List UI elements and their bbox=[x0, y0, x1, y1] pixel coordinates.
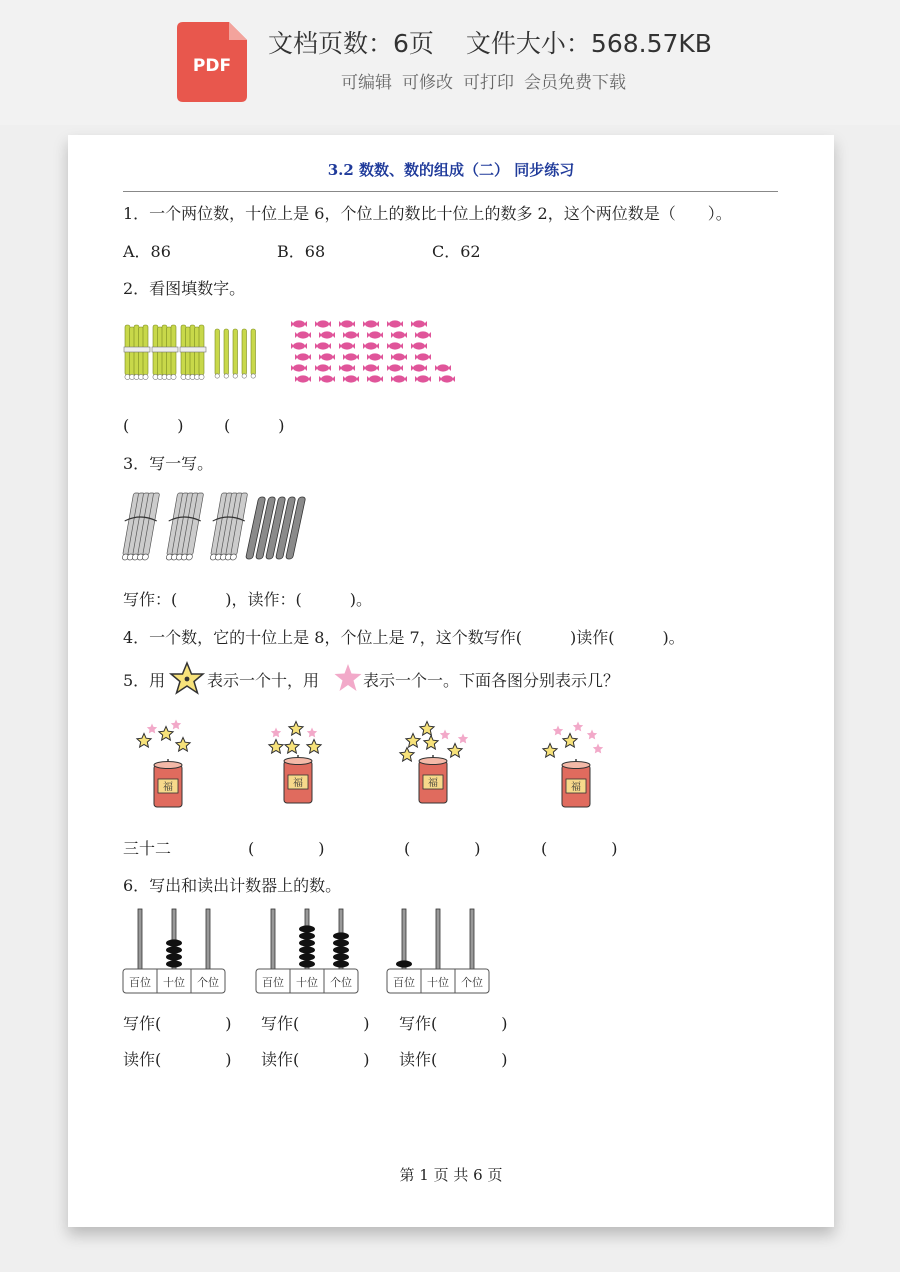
firecracker bbox=[154, 759, 182, 807]
abacus-1 bbox=[123, 907, 227, 995]
candies-image bbox=[283, 318, 448, 388]
stick-bundles-image bbox=[120, 491, 320, 566]
candy bbox=[363, 364, 379, 371]
question-3-stem: 3．写一写。 bbox=[123, 454, 214, 473]
abacus-bead bbox=[333, 946, 349, 953]
straw-bundles-image bbox=[125, 323, 265, 383]
question-3-answer-line: 写作：( )，读作：( )。 bbox=[123, 590, 372, 609]
candy bbox=[363, 342, 379, 349]
abacus-bead bbox=[299, 932, 315, 939]
abacus-bead bbox=[333, 953, 349, 960]
ten-star bbox=[424, 736, 438, 750]
candy bbox=[319, 353, 335, 360]
title-divider bbox=[123, 191, 778, 192]
abacus-bead bbox=[166, 939, 182, 946]
one-star-icon bbox=[333, 663, 363, 693]
question-5-stem-part2: 表示一个十，用 bbox=[207, 671, 320, 690]
question-1-option-b: B．68 bbox=[277, 242, 326, 261]
one-star bbox=[573, 722, 583, 732]
abacus-1-read: 读作( ) bbox=[123, 1050, 232, 1069]
ten-star bbox=[176, 738, 190, 752]
firecracker-image-4 bbox=[536, 721, 616, 811]
place-label: 十位 bbox=[163, 976, 185, 989]
candy bbox=[391, 353, 407, 360]
candy bbox=[363, 320, 379, 327]
abacus-3 bbox=[387, 907, 491, 995]
candy bbox=[291, 364, 307, 371]
one-star bbox=[171, 720, 181, 730]
candy bbox=[315, 320, 331, 327]
candy bbox=[339, 342, 355, 349]
candy bbox=[339, 364, 355, 371]
candy bbox=[415, 353, 431, 360]
candy bbox=[387, 364, 403, 371]
firecracker-image-3 bbox=[393, 717, 473, 812]
single-straw bbox=[251, 329, 256, 378]
candy bbox=[367, 331, 383, 338]
candy bbox=[411, 364, 427, 371]
candy bbox=[319, 375, 335, 382]
abacus-rod bbox=[138, 909, 142, 969]
abacus-rod bbox=[206, 909, 210, 969]
firecracker bbox=[562, 759, 590, 807]
file-size: 文件大小：568.57KB bbox=[465, 29, 712, 58]
ten-star bbox=[420, 722, 434, 736]
ten-star bbox=[307, 740, 321, 754]
stick-bundle bbox=[206, 493, 250, 560]
question-5-stem-part1: 5．用 bbox=[123, 671, 166, 690]
question-2-blank-candies: ( ) bbox=[224, 416, 285, 435]
abacus-bead bbox=[166, 946, 182, 953]
candy bbox=[319, 331, 335, 338]
straw-bundle bbox=[180, 325, 206, 380]
abacus-bead bbox=[299, 953, 315, 960]
abacus-3-read: 读作( ) bbox=[399, 1050, 508, 1069]
one-star bbox=[307, 728, 317, 738]
place-label: 个位 bbox=[197, 976, 219, 989]
straw-bundle bbox=[152, 325, 178, 380]
abacus-rod bbox=[402, 909, 406, 969]
candy bbox=[391, 375, 407, 382]
ten-star bbox=[285, 740, 299, 754]
place-label: 百位 bbox=[393, 976, 415, 989]
abacus-bead bbox=[396, 960, 412, 967]
candy bbox=[295, 375, 311, 382]
candy bbox=[291, 342, 307, 349]
stick-bundle bbox=[162, 493, 206, 560]
one-star bbox=[271, 728, 281, 738]
single-straw bbox=[242, 329, 247, 378]
abacus-bead bbox=[333, 939, 349, 946]
place-label: 百位 bbox=[262, 976, 284, 989]
candy bbox=[315, 364, 331, 371]
ten-star bbox=[289, 722, 303, 736]
question-6-stem: 6．写出和读出计数器上的数。 bbox=[123, 876, 342, 895]
candy bbox=[411, 320, 427, 327]
pdf-badge-label: PDF bbox=[192, 56, 232, 76]
abacus-bead bbox=[299, 939, 315, 946]
question-5-answer-3: ( ) bbox=[404, 839, 481, 858]
download-banner bbox=[0, 0, 900, 125]
abacus-2 bbox=[256, 907, 360, 995]
stick-bundle bbox=[118, 493, 162, 560]
one-star bbox=[458, 734, 468, 744]
one-star bbox=[553, 726, 563, 736]
candy bbox=[343, 353, 359, 360]
ten-star bbox=[406, 734, 420, 748]
abacus-bead bbox=[299, 960, 315, 967]
candy bbox=[291, 320, 307, 327]
place-label: 个位 bbox=[461, 976, 483, 989]
page-count: 文档页数：6页 bbox=[268, 29, 434, 58]
question-1-option-c: C．62 bbox=[432, 242, 481, 261]
tag-printable: 可打印 bbox=[463, 73, 514, 93]
document-page bbox=[68, 135, 834, 1227]
abacus-bead bbox=[333, 932, 349, 939]
abacus-2-write: 写作( ) bbox=[261, 1014, 370, 1033]
question-5-answer-1: 三十二 bbox=[123, 839, 172, 858]
firecracker-label: 福 bbox=[163, 782, 173, 793]
abacus-rod bbox=[271, 909, 275, 969]
candy bbox=[387, 320, 403, 327]
candy bbox=[411, 342, 427, 349]
abacus-2-read: 读作( ) bbox=[261, 1050, 370, 1069]
firecracker-label: 福 bbox=[293, 778, 303, 789]
one-star bbox=[587, 730, 597, 740]
question-5-stem-part3: 表示一个一。下面各图分别表示几？ bbox=[363, 671, 620, 690]
firecracker bbox=[419, 755, 447, 803]
firecracker-image-1 bbox=[128, 721, 208, 811]
abacus-rod bbox=[470, 909, 474, 969]
question-2-blank-straws: ( ) bbox=[123, 416, 184, 435]
candy bbox=[439, 375, 455, 382]
abacus-3-write: 写作( ) bbox=[399, 1014, 508, 1033]
place-label: 个位 bbox=[330, 976, 352, 989]
feature-tags bbox=[341, 68, 626, 93]
question-5-answer-2: ( ) bbox=[248, 839, 325, 858]
ten-star bbox=[269, 740, 283, 754]
single-straw bbox=[215, 329, 220, 378]
page-footer: 第 1 页 共 6 页 bbox=[399, 1166, 503, 1184]
abacus-bead bbox=[166, 953, 182, 960]
ten-star bbox=[448, 744, 462, 758]
question-1-stem: 1．一个两位数，十位上是 6，个位上的数比十位上的数多 2，这个两位数是（ ）。 bbox=[123, 204, 732, 223]
candy bbox=[315, 342, 331, 349]
pdf-file-icon bbox=[177, 22, 247, 102]
candy bbox=[387, 342, 403, 349]
abacus-rod bbox=[436, 909, 440, 969]
ten-star bbox=[543, 744, 557, 758]
single-straw bbox=[233, 329, 238, 378]
place-label: 十位 bbox=[296, 976, 318, 989]
candy bbox=[415, 375, 431, 382]
ten-star bbox=[159, 727, 173, 741]
candy bbox=[367, 353, 383, 360]
tag-member-download: 会员免费下载 bbox=[524, 73, 626, 93]
candy bbox=[343, 331, 359, 338]
file-info bbox=[268, 24, 712, 60]
candy bbox=[343, 375, 359, 382]
question-5-answer-4: ( ) bbox=[541, 839, 618, 858]
one-star bbox=[593, 744, 603, 754]
tag-editable: 可编辑 bbox=[341, 73, 392, 93]
candy bbox=[295, 331, 311, 338]
place-label: 百位 bbox=[129, 976, 151, 989]
firecracker-image-2 bbox=[258, 717, 338, 812]
abacus-1-write: 写作( ) bbox=[123, 1014, 232, 1033]
firecracker-label: 福 bbox=[571, 782, 581, 793]
one-star bbox=[440, 730, 450, 740]
page-title: 3.2 数数、数的组成（二） 同步练习 bbox=[327, 161, 575, 179]
candy bbox=[435, 364, 451, 371]
abacus-bead bbox=[333, 960, 349, 967]
firecracker bbox=[284, 755, 312, 803]
firecracker-label: 福 bbox=[428, 778, 438, 789]
ten-star bbox=[400, 748, 414, 762]
candy bbox=[367, 375, 383, 382]
question-2-stem: 2．看图填数字。 bbox=[123, 279, 246, 298]
place-label: 十位 bbox=[427, 976, 449, 989]
ten-star bbox=[137, 734, 151, 748]
one-star bbox=[147, 724, 157, 734]
candy bbox=[339, 320, 355, 327]
abacus-bead bbox=[299, 946, 315, 953]
abacus-bead bbox=[166, 960, 182, 967]
tag-modifiable: 可修改 bbox=[402, 73, 453, 93]
ten-star bbox=[563, 734, 577, 748]
abacus-bead bbox=[299, 925, 315, 932]
question-1-option-a: A．86 bbox=[123, 242, 171, 261]
question-4-stem: 4．一个数，它的十位上是 8，个位上是 7，这个数写作( )读作( )。 bbox=[123, 628, 685, 647]
single-straw bbox=[224, 329, 229, 378]
candy bbox=[295, 353, 311, 360]
candy bbox=[415, 331, 431, 338]
straw-bundle bbox=[124, 325, 150, 380]
candy bbox=[391, 331, 407, 338]
ten-star-icon bbox=[169, 661, 205, 697]
